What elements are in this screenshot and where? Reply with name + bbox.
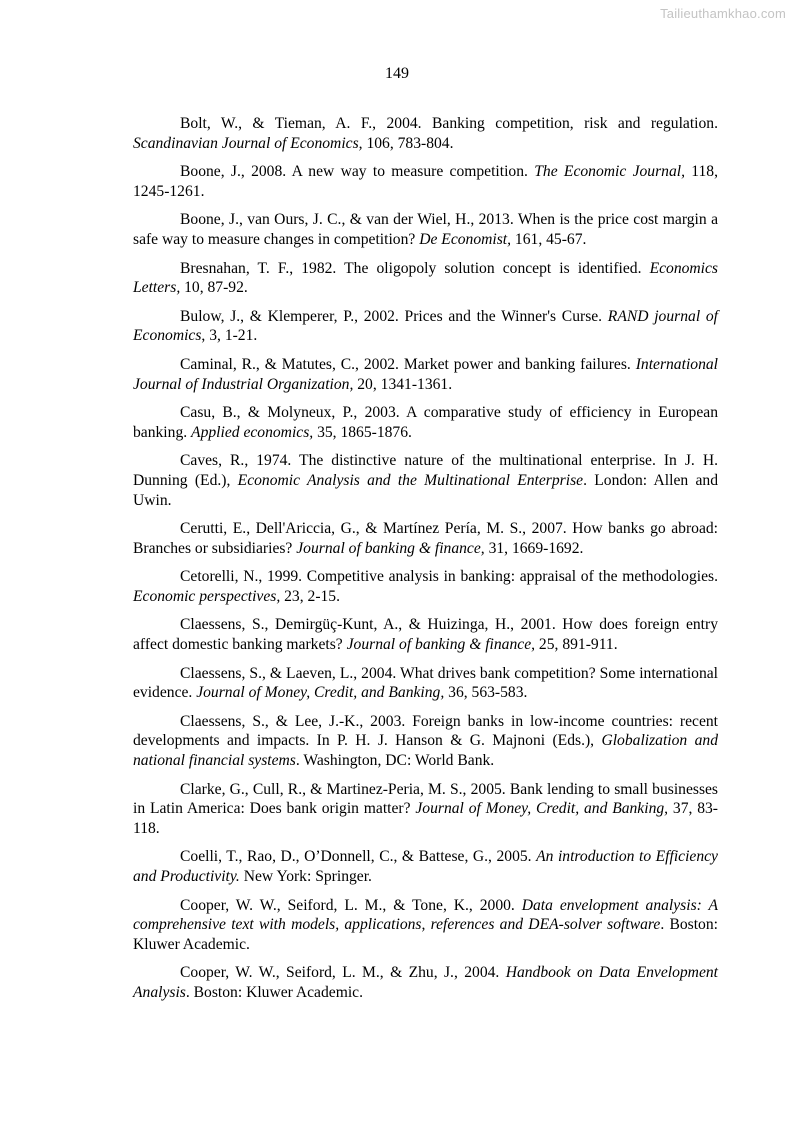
reference-source: The Economic Journal, xyxy=(534,163,685,181)
reference-details: New York: Springer. xyxy=(239,868,372,885)
reference-text: Bresnahan, T. F., 1982. The oligopoly solution concept is identified. xyxy=(180,259,650,277)
reference-source: RAND journal of Economics xyxy=(133,307,718,345)
reference-entry xyxy=(133,210,718,249)
reference-text: Cetorelli, N., 1999. Competitive analysis in banking: appraisal of the methodologies. xyxy=(180,568,718,586)
reference-entry xyxy=(133,403,718,442)
reference-text: Clarke, G., Cull, R., & Martinez-Peria, M. S., 2005. Bank lending to small businesses in Latin America: Does bank origin matter? xyxy=(133,780,718,818)
page-number: 149 xyxy=(385,65,409,82)
reference-text: Cerutti, E., Dell'Ariccia, G., & Martínez Pería, M. S., 2007. How banks go abroad: Branches or subsidiaries? xyxy=(133,520,718,557)
reference-entry xyxy=(133,896,718,955)
reference-source: Handbook on Data Envelopment Analysis xyxy=(133,964,718,1001)
reference-details: . Boston: Kluwer Academic. xyxy=(185,983,363,1001)
reference-entry xyxy=(133,780,718,839)
reference-entry xyxy=(133,114,718,153)
reference-source: International Journal of Industrial Organization, xyxy=(133,355,718,393)
reference-details: . Washington, DC: World Bank. xyxy=(295,752,495,770)
reference-details: . London: Allen and Uwin. xyxy=(133,471,718,509)
reference-text: Boone, J., van Ours, J. C., & van der Wiel, H., 2013. When is the price cost margin a safe way to measure changes in competition? xyxy=(133,211,718,248)
reference-details: 37, 83-118. xyxy=(133,800,719,837)
reference-entry xyxy=(133,519,718,558)
reference-details: 36, 563-583. xyxy=(444,684,528,702)
reference-source: De Economist, xyxy=(419,230,512,248)
reference-source: Globalization and national financial systems xyxy=(133,732,719,770)
reference-details: 20, 1341-1361. xyxy=(353,375,453,393)
reference-text: Claessens, S., & Laeven, L., 2004. What drives bank competition? Some international evidence. xyxy=(133,664,718,702)
reference-text: Casu, B., & Molyneux, P., 2003. A comparative study of efficiency in European banking. xyxy=(133,404,718,441)
reference-details: 35, 1865-1876. xyxy=(313,423,412,441)
reference-entry xyxy=(133,355,718,394)
reference-details: 31, 1669-1692. xyxy=(484,539,584,557)
reference-details: 106, 783-804. xyxy=(362,134,454,152)
reference-text: Cooper, W. W., Seiford, L. M., & Zhu, J., 2004. xyxy=(180,964,506,982)
reference-text: Boone, J., 2008. A new way to measure competition. xyxy=(180,163,535,181)
reference-details: . Boston: Kluwer Academic. xyxy=(133,916,718,953)
reference-source: Economics Letters, xyxy=(133,259,718,297)
reference-text: Cooper, W. W., Seiford, L. M., & Tone, K., 2000. xyxy=(180,896,522,914)
reference-source: Journal of banking & finance, xyxy=(296,539,485,557)
reference-text: Bolt, W., & Tieman, A. F., 2004. Banking competition, risk and regulation. xyxy=(180,115,718,132)
reference-text: Bulow, J., & Klemperer, P., 2002. Prices and the Winner's Curse. xyxy=(180,307,608,325)
watermark-text: Tailieuthamkhao.com xyxy=(660,6,786,21)
reference-entry xyxy=(133,963,718,1002)
reference-entry xyxy=(133,712,718,771)
reference-source: Journal of Money, Credit, and Banking, xyxy=(196,684,445,702)
reference-source: Applied economics, xyxy=(191,423,314,441)
reference-entry xyxy=(133,567,718,606)
reference-text: Caves, R., 1974. The distinctive nature of the multinational enterprise. In J. H. Dunning (Ed.), xyxy=(133,452,718,489)
reference-entry xyxy=(133,307,718,346)
reference-details: 23, 2-15. xyxy=(280,587,341,605)
reference-details: 10, 87-92. xyxy=(180,279,248,297)
reference-entry xyxy=(133,847,718,886)
reference-source: Scandinavian Journal of Economics, xyxy=(133,134,363,152)
reference-text: Claessens, S., & Lee, J.-K., 2003. Foreign banks in low-income countries: recent developments and impacts. In P. H. J. Hanson & G. Majnoni (Eds.), xyxy=(133,712,718,750)
reference-details: 118, 1245-1261. xyxy=(133,163,718,200)
reference-text: Claessens, S., Demirgüç-Kunt, A., & Huizinga, H., 2001. How does foreign entry affect domestic banking markets? xyxy=(133,616,718,654)
reference-source: Economic perspectives, xyxy=(133,587,281,605)
reference-list xyxy=(133,114,718,1012)
reference-text: Coelli, T., Rao, D., O’Donnell, C., & Battese, G., 2005. xyxy=(180,848,537,866)
reference-source: Journal of banking & finance, xyxy=(346,636,536,654)
reference-source: An introduction to Efficiency and Productivity. xyxy=(133,848,718,885)
reference-source: Data envelopment analysis: A comprehensive text with models, applications, references and DEA-solver software xyxy=(133,896,719,934)
reference-entry xyxy=(133,451,718,510)
reference-entry xyxy=(133,259,718,298)
reference-source: Journal of Money, Credit, and Banking, xyxy=(415,800,669,818)
reference-entry xyxy=(133,162,718,201)
reference-details: , 3, 1-21. xyxy=(201,327,258,345)
reference-details: 161, 45-67. xyxy=(511,230,587,248)
reference-entry xyxy=(133,615,718,654)
reference-source: Economic Analysis and the Multinational Enterprise xyxy=(237,471,584,489)
reference-entry xyxy=(133,664,718,703)
reference-text: Caminal, R., & Matutes, C., 2002. Market power and banking failures. xyxy=(180,355,636,373)
reference-details: 25, 891-911. xyxy=(535,636,618,654)
